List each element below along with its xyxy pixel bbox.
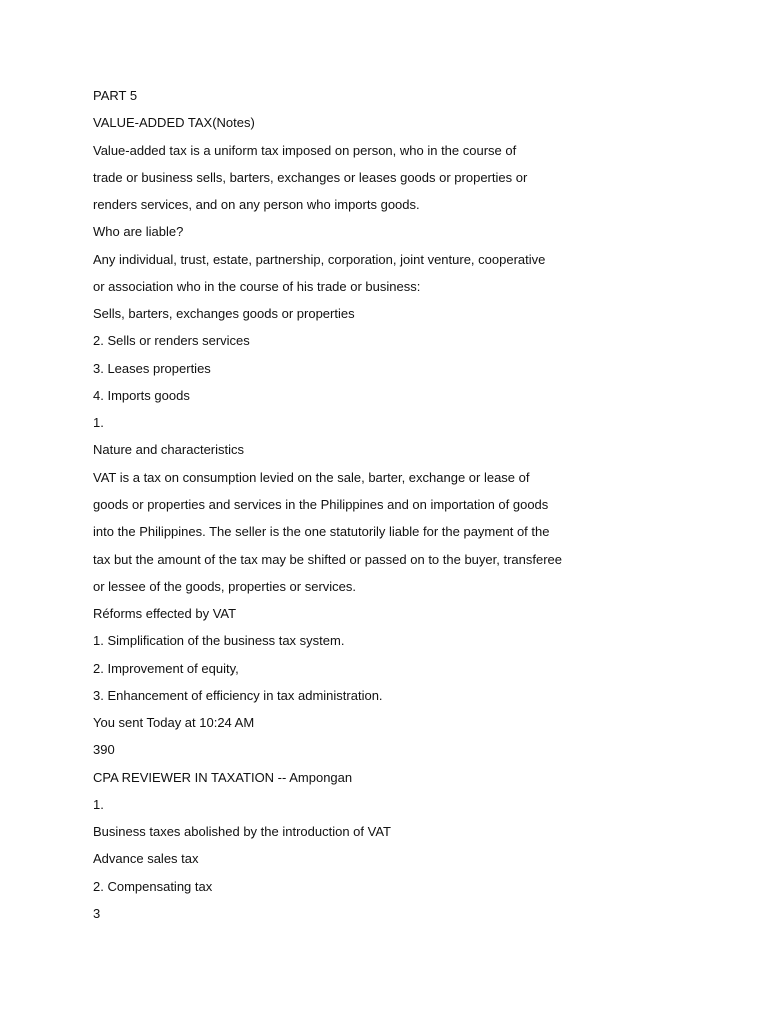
- list-item: Advance sales tax: [93, 851, 199, 867]
- text-line: into the Philippines. The seller is the one statutorily liable for the payment of the: [93, 524, 550, 540]
- list-item: 1. Simplification of the business tax system.: [93, 633, 345, 649]
- list-item: 4. Imports goods: [93, 387, 190, 403]
- heading-part: PART 5: [93, 88, 138, 103]
- text-line: Any individual, trust, estate, partnership, corporation, joint venture, cooperative: [93, 251, 546, 267]
- running-header: CPA REVIEWER IN TAXATION -- Ampongan: [93, 769, 353, 785]
- section-heading: Who are liable?: [93, 224, 184, 240]
- text-line: VAT is a tax on consumption levied on the sale, barter, exchange or lease of: [93, 469, 530, 485]
- list-number: 1.: [93, 415, 104, 431]
- section-heading: Réforms effected by VAT: [93, 606, 237, 622]
- text-line: or lessee of the goods, properties or services.: [93, 578, 357, 594]
- document-body: [93, 86, 733, 931]
- list-item: Sells, barters, exchanges goods or properties: [93, 306, 355, 322]
- page-number: 390: [93, 742, 115, 758]
- section-heading: Business taxes abolished by the introduction of VAT: [93, 824, 391, 840]
- list-number: 1.: [93, 796, 104, 812]
- text-line: tax but the amount of the tax may be shifted or passed on to the buyer, transferee: [93, 551, 563, 567]
- list-item: 2. Compensating tax: [93, 878, 213, 894]
- text-line: trade or business sells, barters, exchanges or leases goods or properties or: [93, 169, 528, 185]
- list-item: 2. Sells or renders services: [93, 333, 250, 349]
- list-item: 3. Enhancement of efficiency in tax administration.: [93, 687, 383, 703]
- list-item: 2. Improvement of equity,: [93, 660, 239, 676]
- text-line: Value-added tax is a uniform tax imposed on person, who in the course of: [93, 142, 517, 158]
- text-line: goods or properties and services in the Philippines and on importation of goods: [93, 496, 549, 512]
- section-heading: Nature and characteristics: [93, 442, 245, 458]
- list-number: 3: [93, 905, 101, 921]
- text-line: or association who in the course of his trade or business:: [93, 278, 421, 294]
- list-item: 3. Leases properties: [93, 360, 211, 376]
- message-timestamp: You sent Today at 10:24 AM: [93, 715, 255, 731]
- heading-title: VALUE-ADDED TAX(Notes): [93, 115, 255, 131]
- text-line: renders services, and on any person who imports goods.: [93, 197, 420, 213]
